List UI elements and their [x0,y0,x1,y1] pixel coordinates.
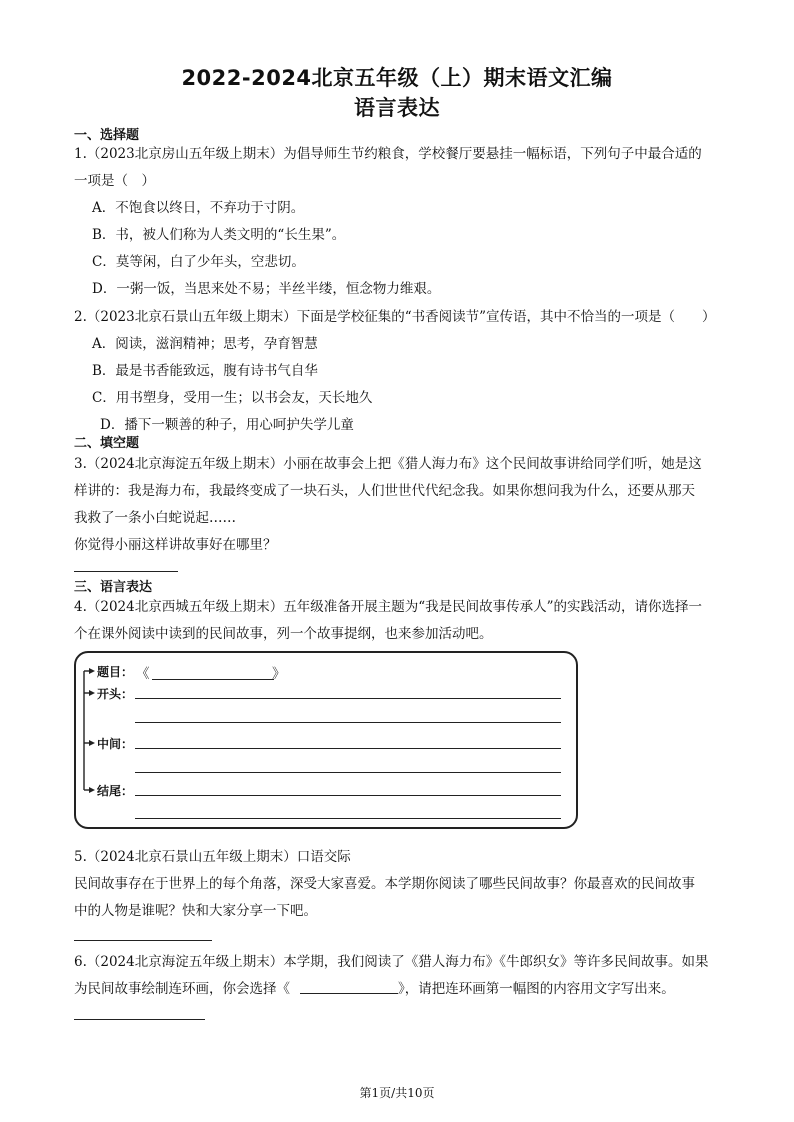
question-2-option-c: C．用书塑身，受用一生；以书会友，天长地久 [92,390,373,406]
question-2-line-1: 2.（2023北京石景山五年级上期末）下面是学校征集的“书香阅读节”宣传语，其中不恰当的一项是（ ） [74,309,716,325]
outline-start-line-1[interactable] [135,698,561,699]
outline-middle-line-1[interactable] [135,748,561,749]
question-1-option-c: C．莫等闲，白了少年头，空悲切。 [92,254,305,270]
question-6-line-2-start: 为民间故事绘制连环画，你会选择《 [74,981,290,997]
outline-title-label: 题目： [97,665,134,679]
question-6-line-2-end: 》，请把连环画第一幅图的内容用文字写出来。 [398,981,675,997]
outline-start-line-2[interactable] [135,722,561,723]
section-heading-choice: 一、选择题 [74,128,140,143]
outline-title-book-close: 》 [272,666,286,682]
question-3-line-3: 我救了一条小白蛇说起…… [74,510,236,526]
question-2-option-a: A．阅读，滋润精神；思考，孕育智慧 [92,336,318,352]
question-3-line-2: 样讲的：我是海力布，我最终变成了一块石头，人们世世代代纪念我。如果你想问我为什么，还要从那天 [74,483,695,499]
question-5-line-3: 中的人物是谁呢？快和大家分享一下吧。 [74,903,317,919]
question-1-option-b: B．书，被人们称为人类文明的“长生果”。 [92,227,346,243]
outline-title-blank[interactable] [152,679,274,680]
outline-end-label: 结尾： [97,784,134,798]
section-heading-expression: 三、语言表达 [74,580,153,595]
outline-middle-line-2[interactable] [135,772,561,773]
outline-title-book-open: 《 [136,666,150,682]
question-6-answer-line[interactable] [74,1019,205,1020]
question-1-line-1: 1.（2023北京房山五年级上期末）为倡导师生节约粮食，学校餐厅要悬挂一幅标语，下列句子中最合适的 [74,146,702,162]
page-number: 第1页/共10页 [359,1086,435,1100]
question-4-line-2: 个在课外阅读中读到的民间故事，列一个故事提纲，也来参加活动吧。 [74,626,493,642]
outline-end-line-2[interactable] [135,818,561,819]
question-3-line-4: 你觉得小丽这样讲故事好在哪里？ [74,537,277,553]
question-6-story-blank[interactable] [300,993,398,994]
question-4-line-1: 4.（2024北京西城五年级上期末）五年级准备开展主题为“我是民间故事传承人”的实践活动，请你选择一 [74,599,703,615]
outline-middle-label: 中间： [97,737,134,751]
question-2-option-d: D．播下一颗善的种子，用心呵护失学儿童 [100,417,354,433]
question-5-answer-line[interactable] [74,940,212,941]
question-6-line-1: 6.（2024北京海淀五年级上期末）本学期，我们阅读了《猎人海力布》《牛郎织女》等许多民间故事。如果 [74,954,709,970]
question-3-line-1: 3.（2024北京海淀五年级上期末）小丽在故事会上把《猎人海力布》这个民间故事讲给同学们听，她是这 [74,456,702,472]
question-1-line-2: 一项是（ ） [74,173,155,189]
question-2-option-b: B．最是书香能致远，腹有诗书气自华 [92,363,318,379]
outline-start-label: 开头： [97,687,134,701]
question-5-line-1: 5.（2024北京石景山五年级上期末）口语交际 [74,849,351,865]
question-1-option-a: A．不饱食以终日，不弃功于寸阴。 [92,200,305,216]
page-subtitle: 语言表达 [354,96,440,120]
page-title: 2022-2024北京五年级（上）期末语文汇编 [181,66,613,90]
question-5-line-2: 民间故事存在于世界上的每个角落，深受大家喜爱。本学期你阅读了哪些民间故事？你最喜欢的民间故事 [74,876,695,892]
question-1-option-d: D．一粥一饭，当思来处不易；半丝半缕，恒念物力维艰。 [92,281,441,297]
outline-end-line-1[interactable] [135,795,561,796]
section-heading-fill: 二、填空题 [74,436,140,451]
